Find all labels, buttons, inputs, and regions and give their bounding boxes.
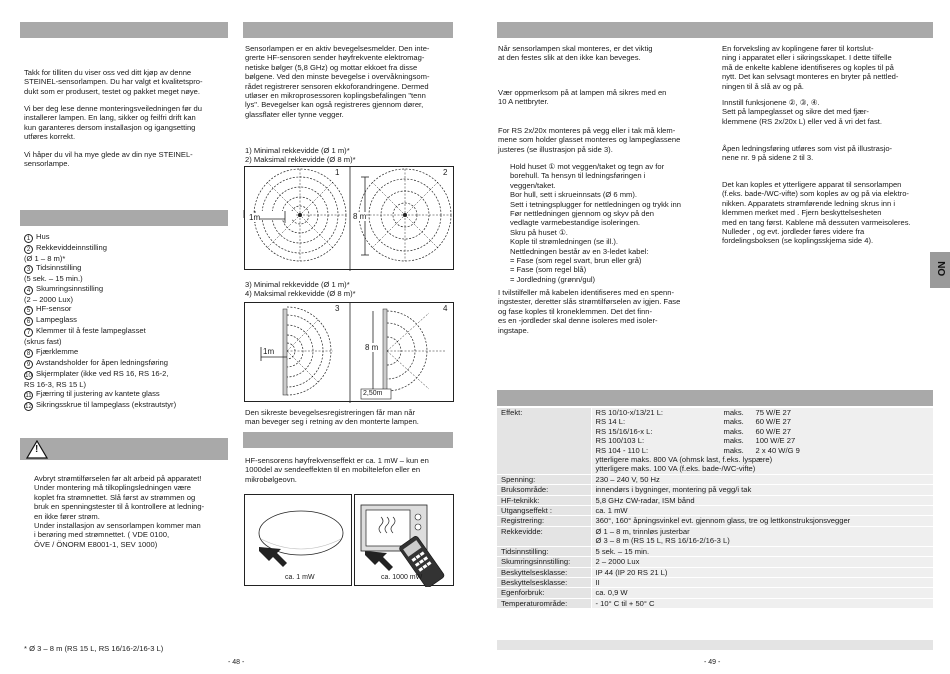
hf-text: HF-sensorens høyfrekvenseffekt er ca. 1 mW – kun en 1000del av sendeeffekten til en mobiltelefon eller en mikrobølgeovn. — [245, 456, 429, 484]
page-number-left: - 48 - — [228, 659, 245, 666]
part-number-badge: 1 — [24, 234, 33, 243]
warning-icon: ! — [26, 440, 48, 459]
microwave-phone-figure — [354, 494, 454, 586]
header-bar-installation — [497, 22, 933, 38]
figure-number: 2 — [443, 168, 448, 177]
installation-col2-p2: Innstill funksjonene ②, ③, ④. Sett på lampeglasset og sikre det med fjær- klemmene (RS 2x/20x L) eller ved å vri det fast. — [722, 98, 882, 126]
header-bar-hf — [243, 432, 453, 448]
lamp-figure — [244, 494, 352, 586]
table-row: HF-teknikk: 5,8 GHz CW-radar, ISM bånd — [497, 495, 933, 505]
table-row: Beskyttelsesklasse: IP 44 (IP 20 RS 21 L) — [497, 567, 933, 577]
parts-list — [24, 232, 234, 411]
list-item: 9 Avstandsholder for åpen ledningsføring — [24, 358, 234, 369]
table-row: Rekkevidde: Ø 1 – 8 m, trinnløs justerbar Ø 3 – 8 m (RS 15 L, RS 16/16-2/16-3 L) — [497, 526, 933, 546]
list-item: 4 Skumringsinnstilling (2 – 2000 Lux) — [24, 283, 104, 304]
list-item: 12 Sikringsskrue til lampeglass (ekstrautstyr) — [25, 400, 177, 411]
installation-col2-p3: Åpen ledningsføring utføres som vist på illustrasjo- nene nr. 9 på sidene 2 til 3. — [722, 144, 893, 163]
spec-table-footer-bar — [497, 640, 933, 650]
page-number-right: - 49 - — [704, 659, 721, 666]
list-item: 5 HF-sensor — [24, 304, 234, 315]
range-figure-wall — [244, 302, 454, 402]
installation-col2-p1: En forveksling av koplingene fører til kortslut- ning i apparatet eller i sikringsskapet. I dette tilfelle må de enkelte kablene identifiseres og koples til på nytt. Det kan selvsagt monteres en bryter på nettled- ningen til å slå av og på. — [722, 44, 899, 91]
part-number-badge: 2 — [24, 245, 33, 254]
header-bar-safety — [20, 438, 228, 460]
table-row: Temperaturområde: - 10° C til + 50° C — [497, 598, 933, 608]
figure-number: 1 — [335, 168, 340, 177]
part-number-badge: 5 — [24, 306, 33, 315]
list-item: 11 Fjærring til justering av kantete glass — [25, 389, 160, 400]
figure-number: 3 — [335, 304, 340, 313]
list-item: 7 Klemmer til å feste lampeglasset (skrus fast) — [24, 326, 146, 347]
installation-p3: For RS 2x/20x monteres på vegg eller i tak må klem- mene som holder glasset monteres og lampeglassene justeres (se illustrasjon på side 3). — [498, 126, 681, 154]
part-number-badge: 4 — [24, 286, 33, 295]
dimension-label: 8 m — [353, 212, 367, 221]
intro-paragraph-1: Takk for tilliten du viser oss ved ditt kjøp av denne STEINEL-sensorlampen. Du har valgt et kvalitetspro- dukt som er produsert, testet og pakket meget nøye. — [24, 68, 203, 96]
spec-key: Effekt: — [497, 408, 591, 474]
part-number-badge: 10 — [25, 372, 32, 379]
range-bottom-caption: 3) Minimal rekkevidde (Ø 1 m)* 4) Maksimal rekkevidde (Ø 8 m)* — [245, 280, 356, 299]
dimension-label: 1m — [263, 347, 275, 356]
spec-table — [497, 408, 933, 609]
header-bar-function — [243, 22, 453, 38]
list-item: 6 Lampeglass — [24, 315, 234, 326]
function-intro: Sensorlampen er en aktiv bevegelsesmelder. Den inte- grerte HF-sensoren sender høyfrekvente elektromag- netiske bølger (5,8 GHz) og mottar ekkoet fra disse bølgene. Ved den minste bevegelse i overvåkningsom- rådet registrerer sensoren ekkoforandringene. Dermed utløser en mikroprosessoren koplingsbefalingen "tenn lys". Bevegelser kan også registreres gjennom dører, glassflater eller tynne vegger. — [245, 44, 430, 119]
table-row: Utgangseffekt : ca. 1 mW — [497, 506, 933, 516]
spec-value: RS 10/10-x/13/21 L: maks. 75 W/E 27 RS 14 L: maks. 60 W/E 27 RS 15/16/16-x L: maks. 60 W/E 27 RS 100/103 L: maks. 100 W/E 27 RS 104 - 110 L: maks. 2 x 40 W/G 9 ytterligere maks. 800 VA (ohmsk last, f.eks. lyspære) ytterligere maks. 100 VA (f.eks. bade-/WC-vifte) — [591, 408, 933, 474]
list-item: 2 Rekkeviddeinnstilling (Ø 1 – 8 m)* — [24, 243, 107, 263]
header-bar-parts — [20, 210, 228, 226]
installation-steps: Hold huset ① mot veggen/taket og tegn av for borehull. Ta hensyn til ledningsføringen i veggen/taket. Bor hull, sett i skrueinnsats (Ø 6 mm). Sett i tetningsplugger for nettledningen og trykk inn Før nettledningen gjennom og skyv på den vedlagte varmebestandige isoleringen. Skru på huset ①. Kople til strømledningen (se ill.). Nettledningen består av en 3-ledet kabel: = Fase (som regel svart, brun eller grå) = Fase (som regel blå) = Jordledning (grønn/gul) — [510, 162, 681, 284]
list-item: 1 Hus — [24, 232, 234, 243]
list-item: 3 Tidsinnstilling (5 sek. – 15 min.) — [24, 263, 83, 284]
table-row: Beskyttelsesklasse: II — [497, 577, 933, 587]
part-number-badge: 9 — [24, 360, 33, 369]
table-row: Spenning: 230 – 240 V, 50 Hz — [497, 474, 933, 484]
intro-paragraph-3: Vi håper du vil ha mye glede av din nye STEINEL- sensorlampe. — [24, 150, 193, 169]
dimension-label: 2,50m — [363, 390, 383, 397]
caption-1000mw: ca. 1000 mW — [381, 574, 423, 581]
part-number-badge: 3 — [24, 265, 33, 274]
list-item: 10 Skjermplater (ikke ved RS 16, RS 16-2, RS 16-3, RS 15 L) — [24, 368, 169, 389]
table-row: Egenforbruk: ca. 0,9 W — [497, 588, 933, 598]
table-row: Tidsinnstilling: 5 sek. – 15 min. — [497, 546, 933, 556]
part-number-badge: 7 — [24, 328, 33, 337]
installation-col2-p4: Det kan koples et ytterligere apparat til sensorlampen (f.eks. bade-/WC-vifte) som koples av og på via elektro- nikken. Apparatets strømførende ledning skrus inn i klemmen merket med . Fjern beskyttelsesheten med en tang først. Kablene må dessuten varmeisoleres. Nulleder , og evt. jordleder føres videre fra fordelingsboksen (se koplingsskjema side 4). — [722, 180, 911, 246]
installation-p4: I tvilstilfeller må kabelen identifiseres med en spenn- ingstester, deretter slås strømtilførselen av igjen. Fase og fase koples til kroneklemmen. Det det finn- es en -jordleder skal denne isoleres med isoler- ingstape. — [498, 288, 681, 335]
part-number-badge: 11 — [25, 393, 32, 400]
safety-text: Avbryt strømtilførselen før alt arbeid på apparatet! Under montering må tilkoplingsledningen være koplet fra strømnettet. Slå først av strømmen og bruk en spenningstester til å kontrollere at ledning- en ikke fører strøm. Under installasjon av sensorlampen kommer man i berøring med strømnettet. ( VDE 0100, ÖVE / ÖNORM E8001-1, SEV 1000) — [34, 474, 205, 549]
header-bar-intro — [20, 22, 228, 38]
part-number-badge: 8 — [24, 349, 33, 358]
dimension-label: 1m — [249, 213, 261, 222]
range-note: Den sikreste bevegelsesregistreringen får man når man beveger seg i retning av den monterte lampen. — [245, 408, 419, 427]
language-tab: NO — [930, 252, 950, 288]
dimension-label: 8 m — [365, 343, 379, 352]
part-number-badge: 12 — [25, 404, 32, 411]
range-figure-ceiling — [244, 166, 454, 270]
intro-paragraph-2: Vi ber deg lese denne monteringsveiledningen før du installerer lampen. En lang, sikker og feilfri drift kan kun garanteres dersom installasjon og igangsetting utføres korrekt. — [24, 104, 203, 142]
footnote: * Ø 3 – 8 m (RS 15 L, RS 16/16-2/16-3 L) — [24, 644, 164, 653]
list-item: 8 Fjærklemme — [24, 347, 234, 358]
caption-1mw: ca. 1 mW — [285, 574, 315, 581]
installation-p1: Når sensorlampen skal monteres, er det viktig at den festes slik at den ikke kan beveges. — [498, 44, 653, 63]
installation-p2: Vær oppmerksom på at lampen må sikres med en 10 A nettbryter. — [498, 88, 667, 107]
table-row: Skumringsinnstilling: 2 – 2000 Lux — [497, 557, 933, 567]
table-row — [497, 408, 933, 474]
figure-number: 4 — [443, 304, 448, 313]
part-number-badge: 6 — [24, 317, 33, 326]
table-row: Registrering: 360°, 160° åpningsvinkel evt. gjennom glass, tre og lettkonstruksjonsvegger — [497, 516, 933, 526]
range-top-caption: 1) Minimal rekkevidde (Ø 1 m)* 2) Maksimal rekkevidde (Ø 8 m)* — [245, 146, 356, 165]
header-bar-specs — [497, 390, 933, 406]
table-row: Bruksområde: innendørs i bygninger, montering på vegg/i tak — [497, 485, 933, 495]
